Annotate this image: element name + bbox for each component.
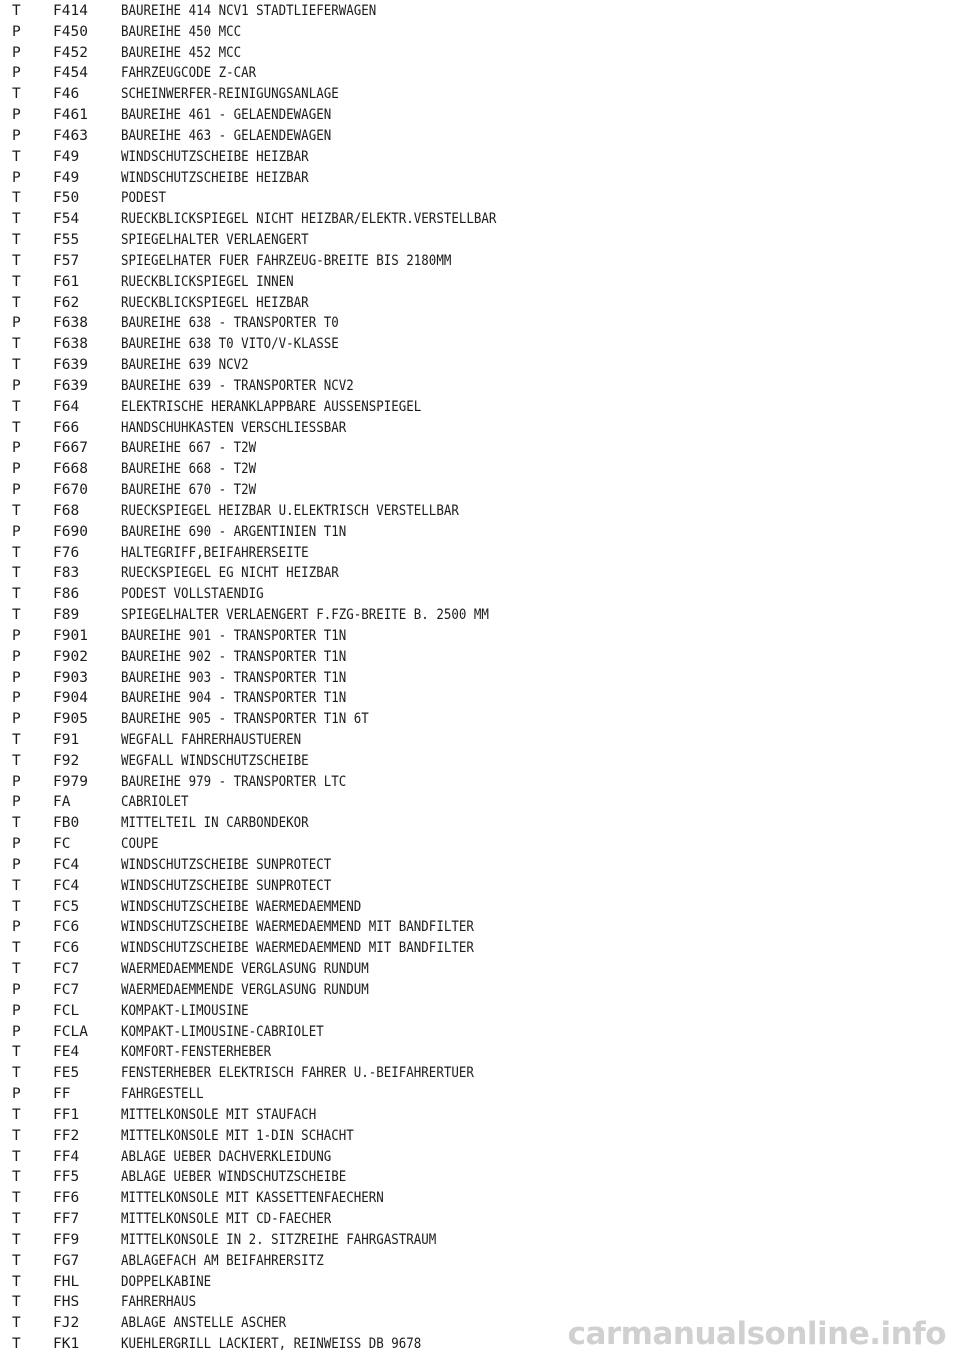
list-item	[0, 105, 960, 126]
row-description: COUPE	[121, 836, 159, 853]
row-description: WINDSCHUTZSCHEIBE WAERMEDAEMMEND MIT BANDFILTER	[121, 919, 474, 936]
row-type: P	[12, 65, 21, 82]
list-item	[0, 1105, 960, 1126]
row-description: PODEST VOLLSTAENDIG	[121, 586, 264, 603]
list-item	[0, 334, 960, 355]
list-item	[0, 397, 960, 418]
list-item	[0, 1001, 960, 1022]
row-type: P	[12, 1002, 21, 1019]
row-type: P	[12, 315, 21, 332]
list-item	[0, 293, 960, 314]
list-item	[0, 459, 960, 480]
row-code: F901	[53, 627, 88, 644]
row-description: BAUREIHE 461 - GELAENDEWAGEN	[121, 107, 332, 124]
row-description: BAUREIHE 905 - TRANSPORTER T1N 6T	[121, 711, 369, 728]
row-description: RUECKBLICKSPIEGEL NICHT HEIZBAR/ELEKTR.VERSTELLBAR	[121, 211, 497, 228]
row-type: T	[12, 398, 21, 415]
row-code: F64	[53, 398, 80, 415]
row-type: T	[12, 1044, 21, 1061]
list-item	[0, 1188, 960, 1209]
row-code: F902	[53, 648, 88, 665]
row-description: MITTELTEIL IN CARBONDEKOR	[121, 815, 309, 832]
row-type: P	[12, 23, 21, 40]
list-item	[0, 84, 960, 105]
row-code: F61	[53, 273, 80, 290]
row-description: RUECKBLICKSPIEGEL HEIZBAR	[121, 294, 309, 311]
row-type: T	[12, 419, 21, 436]
row-description: MITTELKONSOLE MIT 1-DIN SCHACHT	[121, 1127, 354, 1144]
row-type: P	[12, 856, 21, 873]
row-code: F690	[53, 523, 88, 540]
row-type: T	[12, 294, 21, 311]
list-item	[0, 1126, 960, 1147]
row-description: ABLAGE ANSTELLE ASCHER	[121, 1315, 287, 1332]
row-type: P	[12, 440, 21, 457]
row-code: FB0	[53, 815, 80, 832]
row-code: FF2	[53, 1127, 80, 1144]
row-code: FC5	[53, 898, 80, 915]
row-description: ABLAGE UEBER DACHVERKLEIDUNG	[121, 1148, 332, 1165]
list-item	[0, 813, 960, 834]
list-item	[0, 1167, 960, 1188]
row-type: P	[12, 127, 21, 144]
list-item	[0, 22, 960, 43]
row-type: P	[12, 648, 21, 665]
watermark: carmanualsonline.info	[567, 1316, 946, 1352]
list-item	[0, 1251, 960, 1272]
row-type: T	[12, 3, 21, 19]
list-item	[0, 917, 960, 938]
row-code: FHL	[53, 1273, 80, 1290]
row-code: FC4	[53, 856, 80, 873]
row-description: WEGFALL FAHRERHAUSTUEREN	[121, 731, 302, 748]
list-item	[0, 209, 960, 230]
row-description: BAUREIHE 668 - T2W	[121, 461, 257, 478]
row-code: FC7	[53, 981, 80, 998]
row-type: P	[12, 107, 21, 124]
row-type: T	[12, 252, 21, 269]
row-type: P	[12, 169, 21, 186]
row-description: RUECKSPIEGEL EG NICHT HEIZBAR	[121, 565, 339, 582]
row-code: F55	[53, 232, 80, 249]
row-description: ABLAGE UEBER WINDSCHUTZSCHEIBE	[121, 1169, 347, 1186]
row-description: SPIEGELHALTER VERLAENGERT F.FZG-BREITE B. 2500 MM	[121, 607, 489, 624]
row-code: FC6	[53, 919, 80, 936]
row-type: P	[12, 836, 21, 853]
row-code: F639	[53, 357, 88, 374]
row-code: F49	[53, 148, 80, 165]
row-code: FF	[53, 1086, 71, 1103]
row-description: ELEKTRISCHE HERANKLAPPBARE AUSSENSPIEGEL	[121, 398, 422, 415]
row-description: BAUREIHE 638 - TRANSPORTER T0	[121, 315, 339, 332]
row-type: T	[12, 731, 21, 748]
row-type: P	[12, 690, 21, 707]
row-code: F414	[53, 3, 88, 19]
row-code: F452	[53, 44, 88, 61]
row-description: FENSTERHEBER ELEKTRISCH FAHRER U.-BEIFAHRERTUER	[121, 1065, 474, 1082]
row-code: F454	[53, 65, 88, 82]
row-code: F670	[53, 482, 88, 499]
list-item	[0, 709, 960, 730]
row-type: T	[12, 502, 21, 519]
row-description: BAUREIHE 639 - TRANSPORTER NCV2	[121, 377, 354, 394]
list-item	[0, 230, 960, 251]
list-item	[0, 313, 960, 334]
row-type: T	[12, 565, 21, 582]
row-code: FC7	[53, 961, 80, 978]
list-item	[0, 792, 960, 813]
list-item	[0, 605, 960, 626]
row-code: F83	[53, 565, 80, 582]
row-description: SPIEGELHATER FUER FAHRZEUG-BREITE BIS 2180MM	[121, 252, 452, 269]
row-description: WINDSCHUTZSCHEIBE HEIZBAR	[121, 169, 309, 186]
row-description: BAUREIHE 901 - TRANSPORTER T1N	[121, 627, 347, 644]
list-item	[0, 1, 960, 22]
row-description: WEGFALL WINDSCHUTZSCHEIBE	[121, 752, 309, 769]
list-item	[0, 63, 960, 84]
row-type: T	[12, 1106, 21, 1123]
row-code: FG7	[53, 1252, 80, 1269]
row-code: FF9	[53, 1231, 80, 1248]
row-code: F91	[53, 731, 80, 748]
row-description: ABLAGEFACH AM BEIFAHRERSITZ	[121, 1252, 324, 1269]
row-code: F46	[53, 86, 80, 103]
row-code: F639	[53, 377, 88, 394]
row-type: T	[12, 752, 21, 769]
row-code: F57	[53, 252, 80, 269]
row-type: T	[12, 1148, 21, 1165]
list-item	[0, 1063, 960, 1084]
list-item	[0, 730, 960, 751]
row-description: WINDSCHUTZSCHEIBE WAERMEDAEMMEND	[121, 898, 362, 915]
list-item	[0, 772, 960, 793]
row-description: BAUREIHE 450 MCC	[121, 23, 242, 40]
row-code: FCLA	[53, 1023, 88, 1040]
row-code: F904	[53, 690, 88, 707]
row-description: BAUREIHE 667 - T2W	[121, 440, 257, 457]
row-description: KOMPAKT-LIMOUSINE	[121, 1002, 249, 1019]
row-type: T	[12, 1127, 21, 1144]
list-item	[0, 1230, 960, 1251]
row-type: P	[12, 627, 21, 644]
row-type: T	[12, 336, 21, 353]
list-item	[0, 272, 960, 293]
row-type: T	[12, 607, 21, 624]
row-type: T	[12, 877, 21, 894]
row-type: T	[12, 1252, 21, 1269]
row-type: T	[12, 544, 21, 561]
list-item	[0, 1147, 960, 1168]
row-type: T	[12, 1315, 21, 1332]
row-code: FK1	[53, 1336, 80, 1352]
row-type: T	[12, 1336, 21, 1352]
row-type: T	[12, 1190, 21, 1207]
list-item	[0, 1272, 960, 1293]
list-item	[0, 751, 960, 772]
row-type: T	[12, 273, 21, 290]
row-type: T	[12, 815, 21, 832]
row-type: T	[12, 1169, 21, 1186]
row-description: HANDSCHUHKASTEN VERSCHLIESSBAR	[121, 419, 347, 436]
list-item	[0, 959, 960, 980]
row-description: BAUREIHE 670 - T2W	[121, 482, 257, 499]
row-code: F49	[53, 169, 80, 186]
row-type: T	[12, 190, 21, 207]
row-code: FCL	[53, 1002, 80, 1019]
row-description: HALTEGRIFF,BEIFAHRERSEITE	[121, 544, 309, 561]
row-description: PODEST	[121, 190, 167, 207]
list-item	[0, 855, 960, 876]
list-item	[0, 376, 960, 397]
row-description: BAUREIHE 690 - ARGENTINIEN T1N	[121, 523, 347, 540]
list-item	[0, 563, 960, 584]
row-code: FE5	[53, 1065, 80, 1082]
row-description: KOMPAKT-LIMOUSINE-CABRIOLET	[121, 1023, 324, 1040]
list-item	[0, 980, 960, 1001]
row-type: P	[12, 711, 21, 728]
row-description: SCHEINWERFER-REINIGUNGSANLAGE	[121, 86, 339, 103]
row-description: WAERMEDAEMMENDE VERGLASUNG RUNDUM	[121, 981, 369, 998]
list-item	[0, 355, 960, 376]
list-item	[0, 43, 960, 64]
row-code: FC4	[53, 877, 80, 894]
list-item	[0, 126, 960, 147]
row-code: F86	[53, 586, 80, 603]
list-item	[0, 168, 960, 189]
row-code: F979	[53, 773, 88, 790]
list-item	[0, 938, 960, 959]
row-type: P	[12, 523, 21, 540]
row-type: P	[12, 1023, 21, 1040]
list-item	[0, 1022, 960, 1043]
row-type: T	[12, 1273, 21, 1290]
row-code: FF7	[53, 1211, 80, 1228]
row-code: F668	[53, 461, 88, 478]
row-code: FF1	[53, 1106, 80, 1123]
list-item	[0, 668, 960, 689]
row-type: P	[12, 773, 21, 790]
row-type: T	[12, 1294, 21, 1311]
row-type: T	[12, 1211, 21, 1228]
list-item	[0, 626, 960, 647]
row-description: BAUREIHE 463 - GELAENDEWAGEN	[121, 127, 332, 144]
row-description: WINDSCHUTZSCHEIBE SUNPROTECT	[121, 877, 332, 894]
row-type: P	[12, 461, 21, 478]
row-code: F461	[53, 107, 88, 124]
list-item	[0, 647, 960, 668]
row-description: FAHRERHAUS	[121, 1294, 197, 1311]
row-type: T	[12, 357, 21, 374]
row-code: F638	[53, 336, 88, 353]
row-code: F76	[53, 544, 80, 561]
row-code: F50	[53, 190, 80, 207]
row-description: CABRIOLET	[121, 794, 189, 811]
row-type: T	[12, 211, 21, 228]
row-code: FA	[53, 794, 71, 811]
row-type: P	[12, 794, 21, 811]
row-type: T	[12, 1065, 21, 1082]
row-description: RUECKBLICKSPIEGEL INNEN	[121, 273, 294, 290]
row-code: F667	[53, 440, 88, 457]
row-description: MITTELKONSOLE MIT CD-FAECHER	[121, 1211, 332, 1228]
row-type: P	[12, 482, 21, 499]
row-type: T	[12, 961, 21, 978]
row-description: WINDSCHUTZSCHEIBE SUNPROTECT	[121, 856, 332, 873]
row-type: T	[12, 148, 21, 165]
row-description: BAUREIHE 452 MCC	[121, 44, 242, 61]
row-code: F54	[53, 211, 80, 228]
row-description: SPIEGELHALTER VERLAENGERT	[121, 232, 309, 249]
row-code: FF4	[53, 1148, 80, 1165]
list-item	[0, 418, 960, 439]
list-item	[0, 188, 960, 209]
list-item	[0, 522, 960, 543]
row-description: BAUREIHE 903 - TRANSPORTER T1N	[121, 669, 347, 686]
row-type: P	[12, 377, 21, 394]
row-type: T	[12, 898, 21, 915]
row-description: DOPPELKABINE	[121, 1273, 212, 1290]
row-code: FF6	[53, 1190, 80, 1207]
row-type: T	[12, 86, 21, 103]
row-code: F903	[53, 669, 88, 686]
row-code: FJ2	[53, 1315, 80, 1332]
row-description: RUECKSPIEGEL HEIZBAR U.ELEKTRISCH VERSTELLBAR	[121, 502, 459, 519]
row-description: MITTELKONSOLE IN 2. SITZREIHE FAHRGASTRAUM	[121, 1231, 437, 1248]
list-item	[0, 834, 960, 855]
row-description: BAUREIHE 639 NCV2	[121, 357, 249, 374]
row-code: F450	[53, 23, 88, 40]
row-code: FHS	[53, 1294, 80, 1311]
row-type: T	[12, 232, 21, 249]
list-item	[0, 438, 960, 459]
row-code: F62	[53, 294, 80, 311]
row-code: F68	[53, 502, 80, 519]
row-description: MITTELKONSOLE MIT STAUFACH	[121, 1106, 317, 1123]
list-item	[0, 147, 960, 168]
list-item	[0, 688, 960, 709]
row-description: FAHRZEUGCODE Z-CAR	[121, 65, 257, 82]
row-type: T	[12, 940, 21, 957]
row-code: F638	[53, 315, 88, 332]
row-description: MITTELKONSOLE MIT KASSETTENFAECHERN	[121, 1190, 384, 1207]
row-type: T	[12, 586, 21, 603]
list-item	[0, 543, 960, 564]
row-code: F89	[53, 607, 80, 624]
row-description: FAHRGESTELL	[121, 1086, 204, 1103]
row-description: WAERMEDAEMMENDE VERGLASUNG RUNDUM	[121, 961, 369, 978]
row-description: BAUREIHE 904 - TRANSPORTER T1N	[121, 690, 347, 707]
list-item	[0, 501, 960, 522]
row-type: P	[12, 919, 21, 936]
row-code: FF5	[53, 1169, 80, 1186]
list-item	[0, 1209, 960, 1230]
row-code: F66	[53, 419, 80, 436]
row-code: FC	[53, 836, 71, 853]
row-code: FE4	[53, 1044, 80, 1061]
row-type: T	[12, 1231, 21, 1248]
row-type: P	[12, 44, 21, 61]
row-description: KOMFORT-FENSTERHEBER	[121, 1044, 272, 1061]
row-type: P	[12, 669, 21, 686]
row-type: P	[12, 1086, 21, 1103]
row-code: F92	[53, 752, 80, 769]
row-description: WINDSCHUTZSCHEIBE WAERMEDAEMMEND MIT BANDFILTER	[121, 940, 474, 957]
list-item	[0, 876, 960, 897]
list-item	[0, 480, 960, 501]
row-description: BAUREIHE 979 - TRANSPORTER LTC	[121, 773, 347, 790]
list-item	[0, 1084, 960, 1105]
list-item	[0, 1042, 960, 1063]
row-type: P	[12, 981, 21, 998]
list-item	[0, 1292, 960, 1313]
row-description: BAUREIHE 638 T0 VITO/V-KLASSE	[121, 336, 339, 353]
row-description: WINDSCHUTZSCHEIBE HEIZBAR	[121, 148, 309, 165]
row-description: BAUREIHE 414 NCV1 STADTLIEFERWAGEN	[121, 3, 377, 19]
list-item	[0, 584, 960, 605]
row-description: KUEHLERGRILL LACKIERT, REINWEISS DB 9678	[121, 1336, 422, 1352]
list-item	[0, 251, 960, 272]
list-item	[0, 897, 960, 918]
row-description: BAUREIHE 902 - TRANSPORTER T1N	[121, 648, 347, 665]
row-code: F463	[53, 127, 88, 144]
row-code: F905	[53, 711, 88, 728]
row-code: FC6	[53, 940, 80, 957]
